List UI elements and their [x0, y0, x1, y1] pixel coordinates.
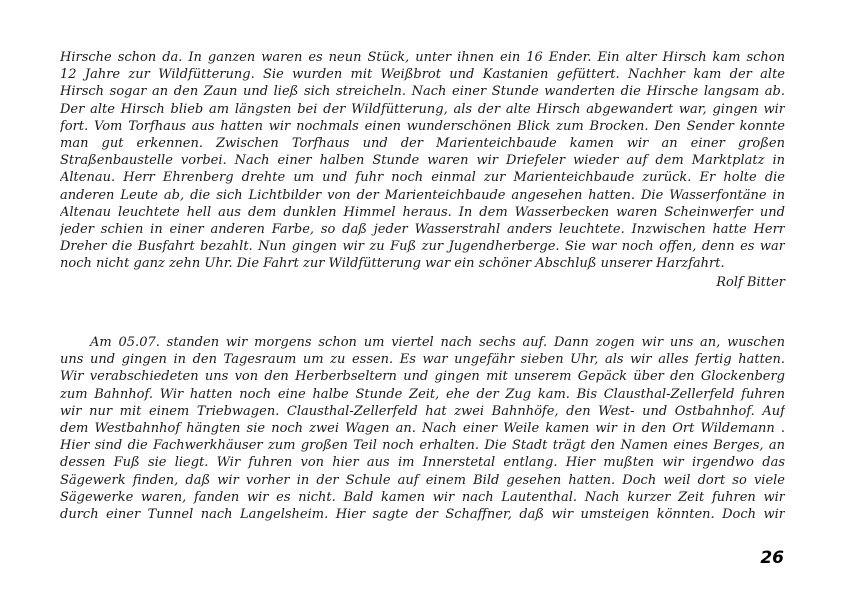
text-line: Am 05.07. standen wir morgens schon um viertel nach sechs auf. Dann zogen wir uns an, wuschen [90, 335, 785, 350]
text-line: uns und gingen in den Tagesraum um zu essen. Es war ungefähr sieben Uhr, als wir alles fertig hatten. [60, 352, 785, 368]
text-line: Hier sind die Fachwerkhäuser zum großen Teil noch erhalten. Die Stadt trägt den Namen eines Berges, an [60, 438, 785, 454]
text-line: Altenau leuchtete hell aus dem dunklen Himmel heraus. In dem Wasserbecken waren Scheinwerfer und [60, 204, 785, 220]
text-line: 12 Jahre zur Wildfütterung. Sie wurden mit Weißbrot und Kastanien gefüttert. Nachher kam der alte [60, 67, 785, 83]
text-line: anderen Leute ab, die sich Lichtbilder von der Marienteichbaude angesehen hatten. Die Wasserfontäne in [60, 187, 785, 203]
text-line: Hirsche schon da. In ganzen waren es neun Stück, unter ihnen ein 16 Ender. Ein alter Hirsch kam schon [60, 50, 785, 65]
text-line: zum Bahnhof. Wir hatten noch eine halbe Stunde Zeit, ehe der Zug kam. Bis Clausthal-Zellerfeld fuhren [60, 386, 785, 402]
text-line: Sägewerk finden, daß wir vorher in der Schule auf einem Bild gesehen hatten. Doch weil dort so viele [60, 472, 785, 488]
text-line: fort. Vom Torfhaus aus hatten wir nochmals einen wunderschönen Blick zum Brocken. Den Sender konnte [60, 118, 785, 134]
text-line: jeder schien in einer anderen Farbe, so daß jeder Wasserstrahl anders leuchtete. Inzwischen hatte Herr [60, 221, 785, 237]
text-line: Sägewerke waren, fanden wir es nicht. Bald kamen wir nach Lautenthal. Nach kurzer Zeit fuhren wir [60, 489, 785, 505]
text-line: noch nicht ganz zehn Uhr. Die Fahrt zur Wildfütterung war ein schöner Abschluß unserer Harzfahrt. [60, 256, 725, 272]
text-line: dem Westbahnhof hängten sie noch zwei Wagen an. Nach einer Weile kamen wir in den Ort Wildemann . [60, 420, 785, 436]
text-line: Der alte Hirsch blieb am längsten bei der Wildfütterung, als der alte Hirsch abgewandert war, gingen wir [60, 101, 785, 117]
text-line: man gut erkennen. Zwischen Torfhaus und der Marienteichbaude kamen wir an einer großen [60, 135, 785, 151]
page-number: 26 [760, 548, 784, 568]
text-line: Dreher die Busfahrt bezahlt. Nun gingen wir zu Fuß zur Jugendherberge. Sie war noch offen, denn es war [60, 239, 785, 255]
text-line: durch einer Tunnel nach Langelsheim. Hier sagte der Schaffner, daß wir umsteigen könnten. Doch wir [60, 506, 785, 522]
text-line: Wir verabschiedeten uns von den Herberbseltern und gingen mit unserem Gepäck über den Glockenberg [60, 369, 785, 385]
author-signature: Rolf Bitter [716, 275, 785, 290]
paragraph-wildfuetterung [60, 49, 785, 272]
text-line: Straßenbaustelle vorbei. Nach einer halben Stunde waren wir Driefeler wieder auf dem Marktplatz in [60, 153, 785, 169]
text-line: wir nur mit einem Triebwagen. Clausthal-Zellerfeld hat zwei Bahnhöfe, den West- und Ostbahnhof. Auf [60, 403, 785, 419]
text-line: Altenau. Herr Ehrenberg drehte um und fuhr noch einmal zur Marienteichbaude zurück. Er holte die [60, 170, 785, 186]
paragraph-abreise [60, 334, 785, 523]
text-line: Hirsch sogar an den Zaun und ließ sich streicheln. Nach einer Stunde wanderten die Hirsche langsam ab. [60, 84, 785, 100]
text-line: dessen Fuß sie liegt. Wir fuhren von hier aus im Innerstetal entlang. Hier mußten wir irgendwo das [60, 455, 785, 471]
